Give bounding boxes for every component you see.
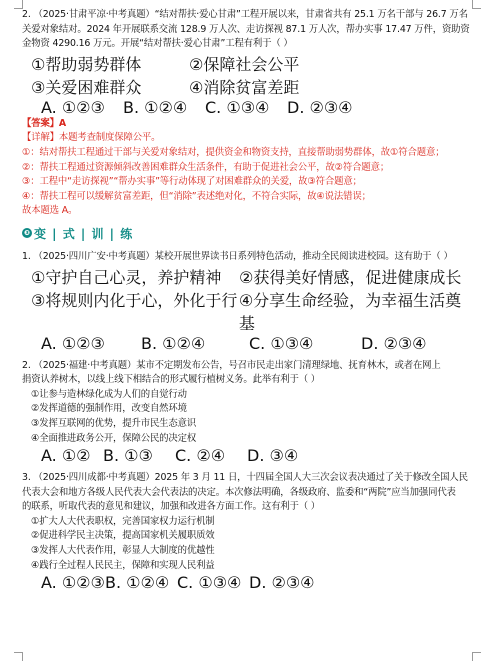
answer-choice: A. ①②③ xyxy=(41,333,105,353)
option-row xyxy=(22,75,477,98)
answer-choice: B. ①③ xyxy=(103,446,153,466)
answer-choice: B. ①②④ xyxy=(123,97,188,117)
question-stem: 捐资认养树木，以线上线下相结合的形式履行植树义务。此举有利于（ ） xyxy=(22,374,321,386)
option-row xyxy=(22,52,477,75)
question-stem: 1. （2025·四川广安·中考真题）某校开展世界读书日系列特色活动，推动全民阅读进校园。这有助于（ ） xyxy=(22,250,453,262)
answer-choice: D. ②③④ xyxy=(361,333,427,353)
answer-choice: C. ①③④ xyxy=(177,573,242,593)
option: ②促进科学民主决策，提高国家机关履职质效 xyxy=(31,530,215,542)
option: ④消除贫富差距 xyxy=(189,77,300,97)
option: ③将规则内化于心，外化于行 xyxy=(31,290,238,310)
question-stem: 代表大会和地方各级人民代表大会代表法的决定。本次修法明确，各级政府、监委和“两院”应当加强同代表 xyxy=(22,486,456,498)
variant-question-1 xyxy=(22,250,477,353)
option: ④全面推进政务公开，保障公民的决定权 xyxy=(31,432,197,444)
option: ③关爱困难群众 xyxy=(31,77,142,97)
section-header xyxy=(22,225,477,242)
question-2 xyxy=(22,8,477,219)
answer-choice: B. ①②④ xyxy=(105,573,170,593)
question-stem: 关爱对象结对。2024 年开展联系交流 128.9 万人次、走访探视 87.1 万人次，帮办实事 17.47 万件，资助资 xyxy=(22,23,470,35)
option-row xyxy=(22,265,477,288)
analysis-line: ③：工程中“走访探视”“帮办实事”等行动体现了对困难群众的关爱，故③符合题意； xyxy=(22,176,362,188)
option-row xyxy=(22,288,477,334)
option: ④分享生命经验，为幸福生活奠基 xyxy=(238,290,462,333)
answer-choice: D. ②③④ xyxy=(249,573,315,593)
answer-label: 【答案】A xyxy=(22,117,67,129)
option: ②保障社会公平 xyxy=(189,54,300,74)
option: ①让参与造林绿化成为人们的自觉行动 xyxy=(31,388,187,400)
page-corner-mark xyxy=(14,652,23,661)
variant-question-2 xyxy=(22,359,477,466)
analysis-line: ①：结对帮扶工程通过干部与关爱对象结对，提供资金和物资支持，直接帮助弱势群体，故①符合题意； xyxy=(22,146,445,158)
question-stem: 金物资 4290.16 万元。开展“结对帮扶·爱心甘肃”工程有利于（ ） xyxy=(22,38,293,50)
answer-choice: D. ③④ xyxy=(247,446,299,466)
answer-choices xyxy=(22,334,477,353)
document-content xyxy=(22,8,477,592)
analysis-line: 【详解】本题考查制度保障公平。 xyxy=(22,132,161,144)
page-corner-mark xyxy=(472,652,481,661)
answer-choice: C. ①③④ xyxy=(205,97,270,117)
answer-choice: A. ①②③ xyxy=(41,97,105,117)
option: ③发挥互联网的优势，提升市民生态意识 xyxy=(31,417,197,429)
section-title: 变 | 式 | 训 | 练 xyxy=(34,226,134,241)
answer-choices xyxy=(22,446,477,465)
option: ①扩大人大代表职权，完善国家权力运行机制 xyxy=(31,515,215,527)
option: ①守护自己心灵，养护精神 xyxy=(31,267,222,287)
answer-choice: D. ②③④ xyxy=(287,97,353,117)
answer-choice: A. ①② xyxy=(41,446,91,466)
question-stem: 3. （2025·四川成都·中考真题）2025 年 3 月 11 日，十四届全国人大三次会议表决通过了关于修改全国人民 xyxy=(22,472,468,484)
analysis-line: ④：帮扶工程可以缓解贫富差距，但“消除”表述绝对化，不符合实际，故④说法错误； xyxy=(22,190,371,202)
answer-choice: C. ①③④ xyxy=(249,333,314,353)
analysis-line: 故本题选 A。 xyxy=(22,205,78,217)
variant-question-3 xyxy=(22,471,477,592)
answer-choice: B. ①②④ xyxy=(141,333,206,353)
answer-choice: A. ①②③ xyxy=(41,573,105,593)
option: ②获得美好情感，促进健康成长 xyxy=(239,267,462,287)
answer-choices xyxy=(22,573,477,592)
option: ③发挥人大代表作用，彰显人大制度的优越性 xyxy=(31,545,215,557)
question-stem: 2. （2025·甘肃平凉·中考真题）“结对帮扶·爱心甘肃”工程开展以来，甘肃省共有 25.1 万名干部与 26.7 万名 xyxy=(22,9,468,20)
analysis-line: ②：帮扶工程通过资源倾斜改善困难群众生活条件，有助于促进社会公平，故②符合题意； xyxy=(22,161,390,173)
answer-choices xyxy=(22,98,477,117)
option: ①帮助弱势群体 xyxy=(31,54,142,74)
option: ②发挥道德的强制作用，改变自然环境 xyxy=(31,403,187,415)
option: ④践行全过程人民民主，保障和实现人民利益 xyxy=(31,559,215,571)
question-stem: 的联系，听取代表的意见和建议，加强和改进各方面工作。这有利于（ ） xyxy=(22,501,321,513)
answer-choice: C. ②④ xyxy=(175,446,226,466)
question-stem: 2. （2025·福建·中考真题）某市不定期发布公告，号召市民走出家门清理绿地、抚育林木，或者在网上 xyxy=(22,359,441,371)
section-number-icon: ❸ xyxy=(22,228,32,238)
